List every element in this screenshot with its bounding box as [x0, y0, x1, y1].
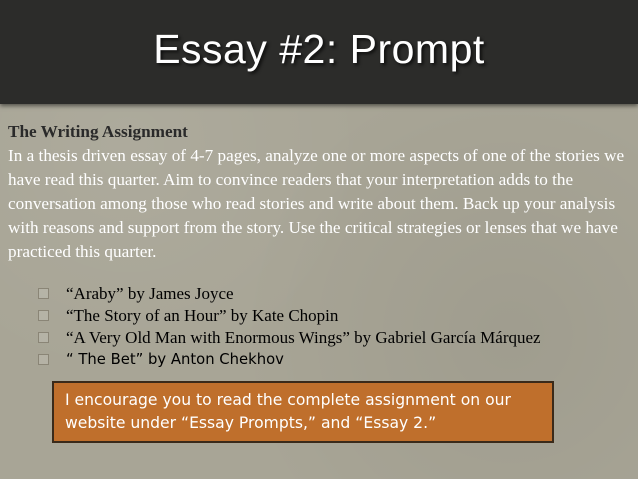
- square-bullet-icon: [38, 354, 49, 365]
- story-title: “The Story of an Hour” by Kate Chopin: [66, 306, 339, 325]
- story-title: “ The Bet” by Anton Chekhov: [66, 351, 284, 368]
- list-item: [38, 305, 628, 327]
- assignment-body: In a thesis driven essay of 4-7 pages, analyze one or more aspects of one of the stories we have read this quarter. Aim to convince readers that your interpretation adds to the conversation among those who read stories and write about them. Back up your analysis with reasons and support from the story. Use the critical strategies or lenses that we have practiced this quarter.: [8, 146, 625, 261]
- title-bar: [0, 0, 638, 104]
- story-title: “Araby” by James Joyce: [66, 284, 234, 303]
- list-item: [38, 327, 628, 349]
- square-bullet-icon: [38, 332, 49, 343]
- slide-title: Essay #2: Prompt: [153, 26, 485, 72]
- note-callout: [52, 381, 554, 443]
- list-item: [38, 283, 628, 305]
- assignment-heading: The Writing Assignment: [8, 122, 188, 141]
- square-bullet-icon: [38, 288, 49, 299]
- list-item: [38, 349, 628, 371]
- story-title: “A Very Old Man with Enormous Wings” by Gabriel García Márquez: [66, 328, 541, 347]
- note-text: I encourage you to read the complete assignment on our website under “Essay Prompts,” and “Essay 2.”: [65, 391, 511, 432]
- story-list: [38, 283, 628, 371]
- square-bullet-icon: [38, 310, 49, 321]
- assignment-section: [8, 120, 630, 264]
